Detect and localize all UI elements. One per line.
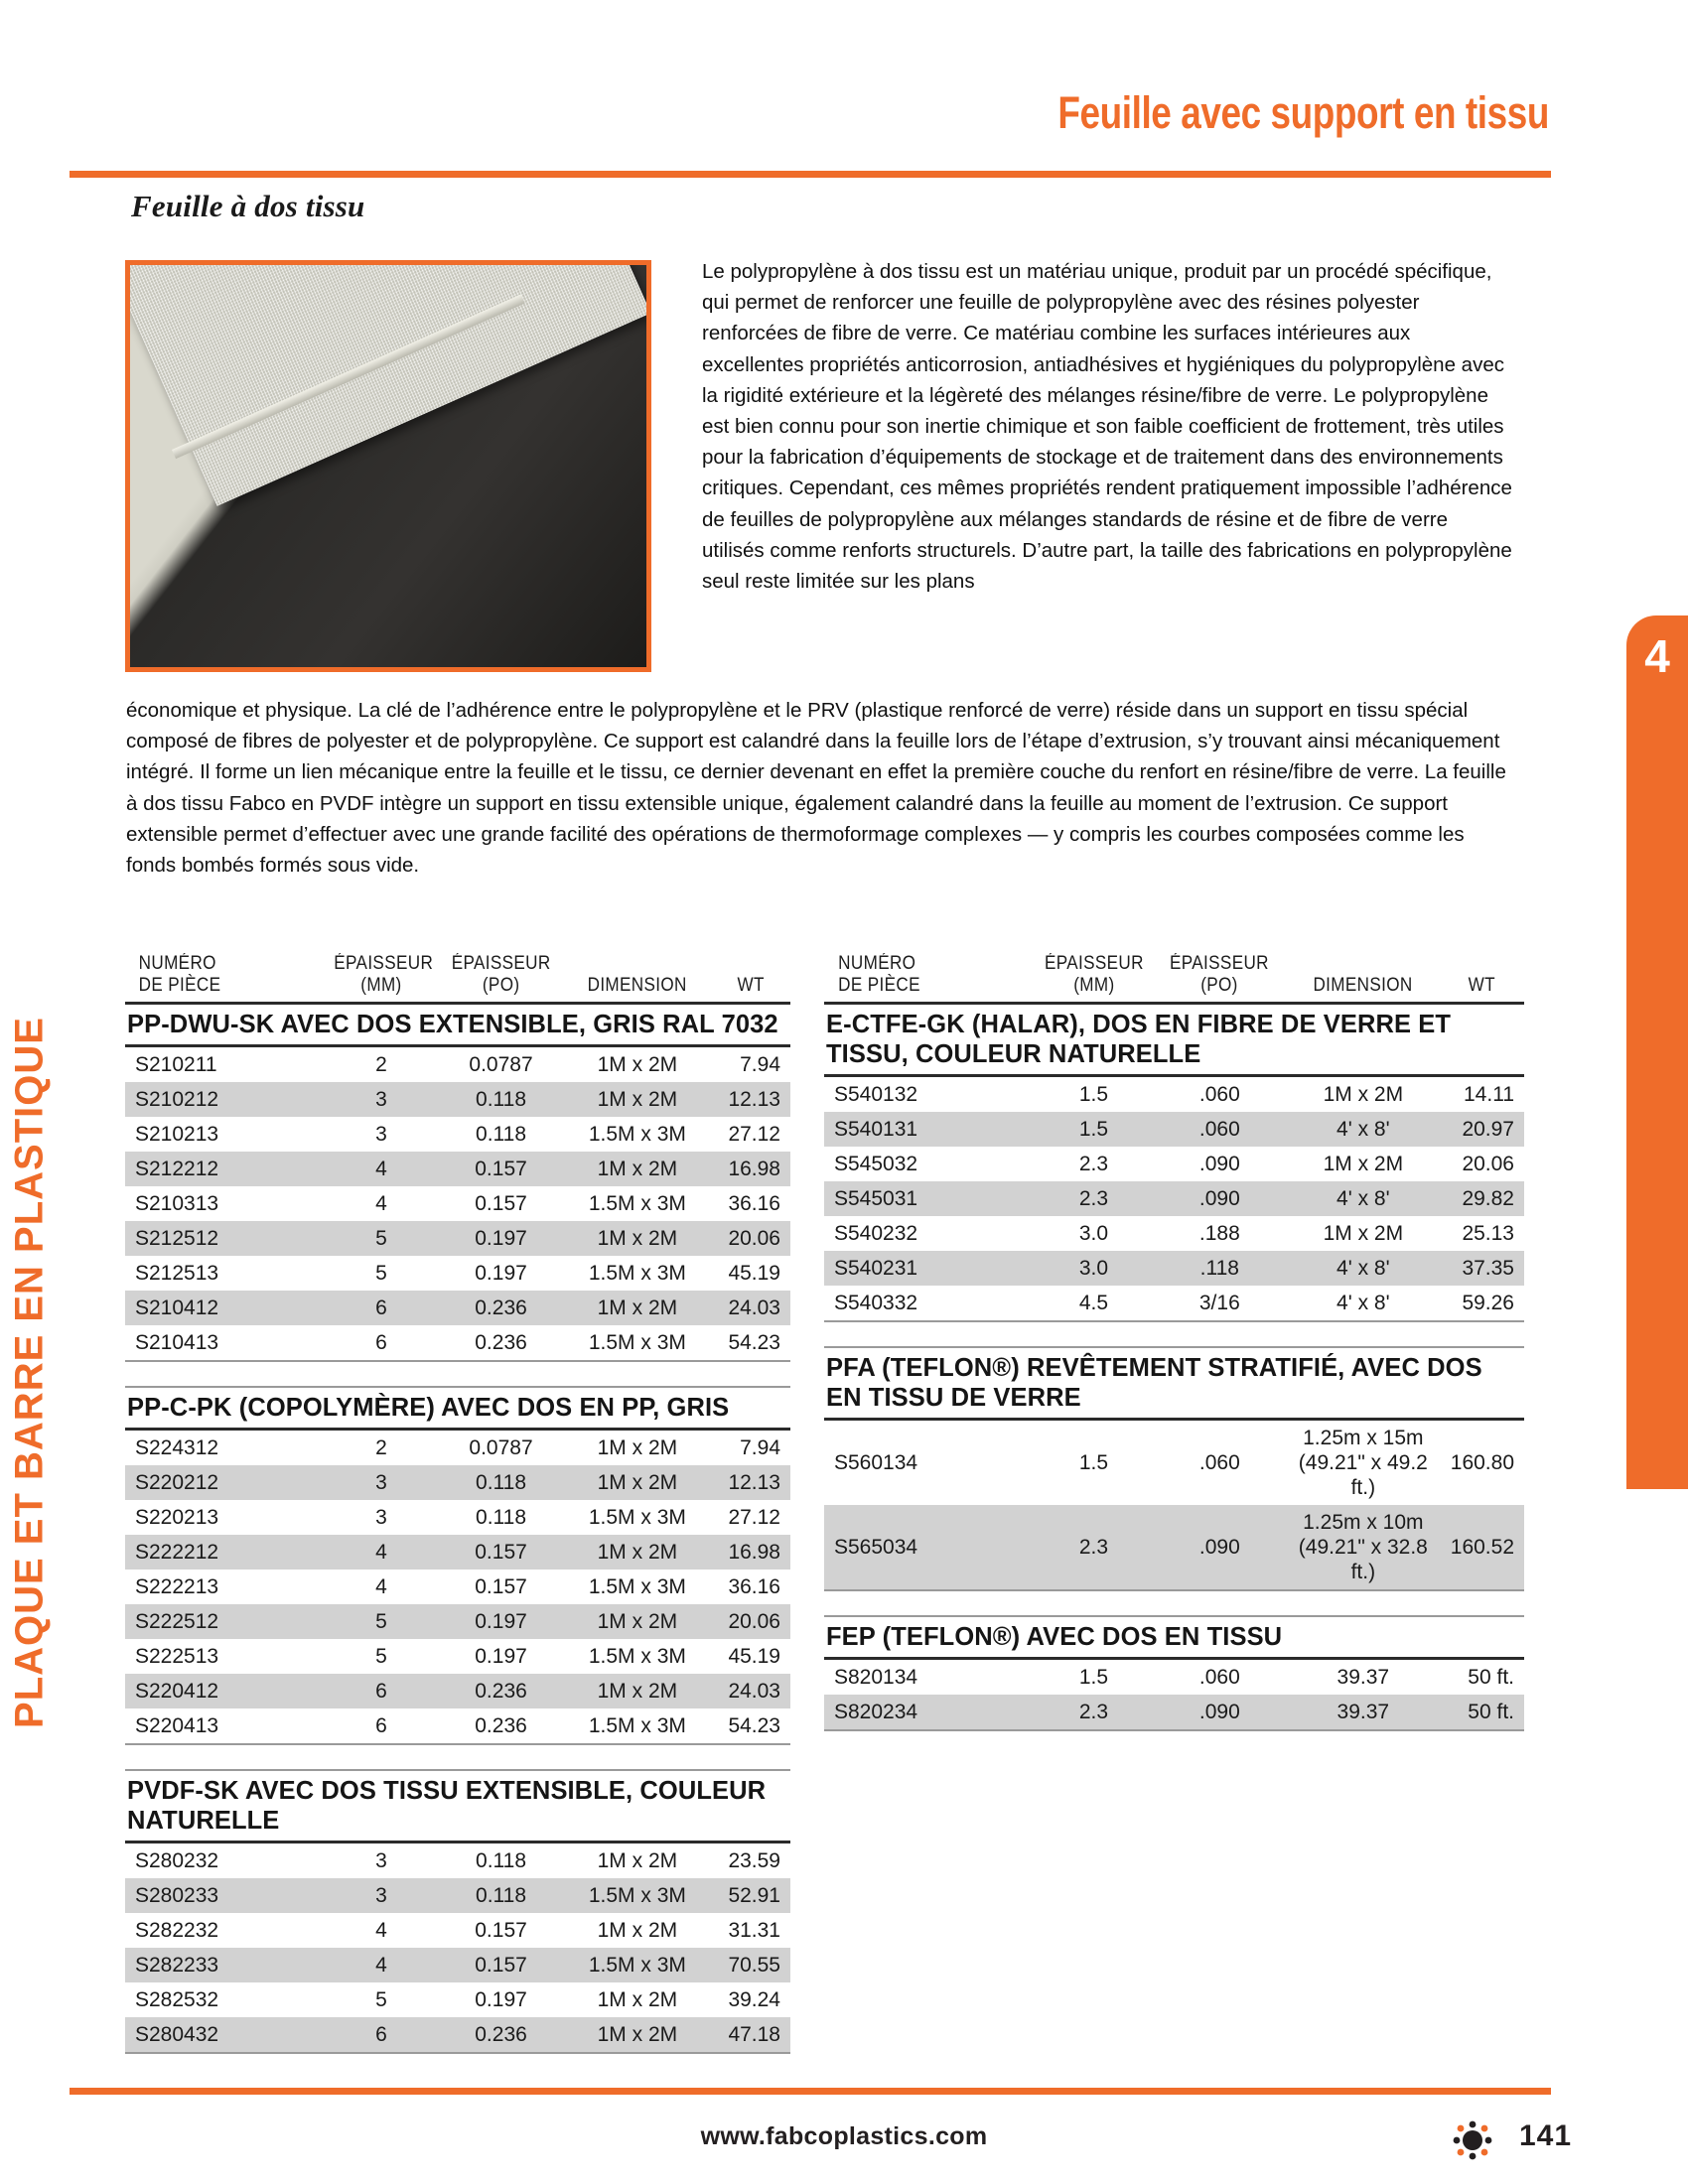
cell-wt: 50 ft. xyxy=(1468,1665,1514,1689)
cell-wt: 23.59 xyxy=(728,1848,780,1872)
section-title-row xyxy=(125,1770,790,1843)
section-title-row xyxy=(125,1003,790,1045)
table-row xyxy=(125,1325,790,1361)
cell-wt: 54.23 xyxy=(711,1325,790,1361)
cell-wt: 45.19 xyxy=(728,1644,780,1668)
section-title: E-CTFE-GK (HALAR), DOS EN FIBRE DE VERRE ET TISSU, COULEUR NATURELLE xyxy=(824,1003,1524,1075)
cell-mm: 6 xyxy=(325,1674,438,1708)
cell-dim: 39.37 xyxy=(1336,1665,1390,1689)
table-row xyxy=(125,1500,790,1535)
table-row xyxy=(125,1570,790,1604)
cell-wt: 14.11 xyxy=(1464,1082,1514,1106)
cell-mm: 1.5 xyxy=(1035,1112,1154,1147)
col-header-dimension: DIMENSION xyxy=(1313,975,1413,996)
cell-mm: 3.0 xyxy=(1035,1251,1154,1286)
cell-mm: 2 xyxy=(375,1052,387,1076)
cell-dim: 1M x 2M xyxy=(564,1465,710,1500)
cell-mm: 1.5 xyxy=(1078,1082,1109,1106)
cell-part: S220213 xyxy=(135,1505,219,1529)
cell-part: S540232 xyxy=(834,1221,918,1245)
cell-wt: 54.23 xyxy=(711,1708,790,1744)
table-row xyxy=(824,1216,1524,1251)
cell-wt: 50 ft. xyxy=(1440,1695,1524,1730)
cell-dim: 1.25m x 15m (49.21" x 49.2 ft.) xyxy=(1298,1426,1428,1499)
cell-wt: 20.06 xyxy=(711,1221,790,1256)
table-header-row xyxy=(125,953,790,999)
table-row xyxy=(125,1948,790,1982)
cell-wt: 24.03 xyxy=(711,1291,790,1325)
cell-part: S820134 xyxy=(834,1665,918,1689)
table-row xyxy=(125,1045,790,1082)
cell-dim: 1M x 2M xyxy=(564,1674,710,1708)
cell-mm: 3 xyxy=(325,1465,438,1500)
cell-po: 0.0787 xyxy=(469,1435,533,1459)
cell-wt: 52.91 xyxy=(711,1878,790,1913)
intro-paragraph: Le polypropylène à dos tissu est un matériau unique, produit par un procédé spécifique, qui permet de renforcer une feuille de polypropylène avec des résines polyester renforcées de fibre de verre. Ce matériau combine les surfaces intérieures aux excellentes propriétés anticorrosion, antiadhésives et hygiéniques du polypropylène avec la rigidité extérieure et la légèreté des mélanges résine/fibre de verre. Le polypropylène est bien connu pour son inertie chimique et son faible coefficient de frottement, très utiles pour la fabrication d’équipements de stockage et de traitement dans des environnements critiques. Cependant, ces mêmes propriétés rendent pratiquement impossible l’adhérence de feuilles de polypropylène aux mélanges standards de résine et de fibre de verre utilisés comme renforts structurels. D’autre part, la taille des fabrications en polypropylène seul reste limitée sur les plans xyxy=(702,260,1512,594)
cell-mm: 1.5 xyxy=(1078,1450,1109,1474)
cell-part: S210213 xyxy=(135,1122,219,1146)
fabco-logo-icon xyxy=(1445,2113,1500,2168)
cell-dim: 1M x 2M xyxy=(597,1987,678,2011)
cell-po: .060 xyxy=(1198,1665,1240,1689)
section-title: PVDF-SK AVEC DOS TISSU EXTENSIBLE, COULEUR NATURELLE xyxy=(125,1770,790,1843)
cell-mm: 4 xyxy=(325,1152,438,1186)
table-row xyxy=(824,1658,1524,1695)
col-header-thickness-po: ÉPAISSEUR (PO) xyxy=(451,953,551,996)
cell-dim: 1M x 2M xyxy=(597,1848,678,1872)
table-header-row xyxy=(824,953,1524,999)
cell-dim: 1M x 2M xyxy=(1323,1152,1404,1175)
cell-mm: 4 xyxy=(375,1574,387,1598)
cell-dim: 1.5M x 3M xyxy=(588,1574,686,1598)
cell-part: S220413 xyxy=(125,1708,325,1744)
cell-mm: 2.3 xyxy=(1035,1181,1154,1216)
section-title: PFA (TEFLON®) REVÊTEMENT STRATIFIÉ, AVEC DOS EN TISSU DE VERRE xyxy=(824,1347,1524,1420)
cell-wt: 36.16 xyxy=(728,1574,780,1598)
cell-mm: 3 xyxy=(325,1878,438,1913)
table-row xyxy=(824,1695,1524,1730)
cell-dim: 39.37 xyxy=(1286,1695,1440,1730)
cell-wt: 31.31 xyxy=(728,1918,780,1942)
cell-part: S540231 xyxy=(824,1251,1035,1286)
spec-table-left-column xyxy=(125,953,790,2054)
header-divider xyxy=(70,171,1551,178)
cell-mm: 2.3 xyxy=(1035,1695,1154,1730)
section-gap xyxy=(824,1321,1524,1347)
table-row xyxy=(125,1082,790,1117)
cell-mm: 3 xyxy=(375,1848,387,1872)
cell-mm: 6 xyxy=(325,1325,438,1361)
page-number: 141 xyxy=(1519,2119,1573,2152)
cell-wt: 37.35 xyxy=(1440,1251,1524,1286)
cell-part: S212512 xyxy=(125,1221,325,1256)
cell-mm: 6 xyxy=(325,1708,438,1744)
cell-wt: 27.12 xyxy=(728,1505,780,1529)
cell-po: 0.118 xyxy=(476,1848,527,1872)
cell-dim: 1M x 2M xyxy=(564,1082,710,1117)
cell-po: 0.118 xyxy=(438,1082,564,1117)
section-gap xyxy=(824,1590,1524,1616)
cell-part: S224312 xyxy=(135,1435,219,1459)
cell-part: S280432 xyxy=(125,2017,325,2053)
col-header-thickness-mm: ÉPAISSEUR (MM) xyxy=(1044,953,1144,996)
table-row xyxy=(824,1419,1524,1505)
table-row xyxy=(125,2017,790,2053)
cell-mm: 1.5 xyxy=(1078,1665,1109,1689)
cell-part: S282232 xyxy=(135,1918,219,1942)
spec-table-left xyxy=(125,953,790,2054)
cell-part: S210412 xyxy=(125,1291,325,1325)
page-header xyxy=(70,89,1549,136)
spec-table-right xyxy=(824,953,1524,1731)
cell-po: .060 xyxy=(1198,1082,1240,1106)
cell-mm: 4 xyxy=(375,1918,387,1942)
cell-wt: 160.52 xyxy=(1440,1505,1524,1590)
cell-po: .060 xyxy=(1198,1450,1240,1474)
cell-wt: 70.55 xyxy=(711,1948,790,1982)
cell-po: .090 xyxy=(1153,1695,1286,1730)
chapter-label-wrap xyxy=(0,615,62,1728)
table-row xyxy=(125,1878,790,1913)
table-row xyxy=(125,1256,790,1291)
cell-po: 0.197 xyxy=(475,1261,527,1285)
cell-po: .090 xyxy=(1198,1152,1240,1175)
col-header-part: NUMÉRO DE PIÈCE xyxy=(838,953,920,996)
cell-wt: 20.97 xyxy=(1440,1112,1524,1147)
col-header-dimension: DIMENSION xyxy=(587,975,687,996)
cell-part: S212513 xyxy=(135,1261,219,1285)
cell-wt: 16.98 xyxy=(711,1152,790,1186)
cell-part: S280232 xyxy=(135,1848,219,1872)
cell-po: 0.197 xyxy=(438,1604,564,1639)
cell-part: S212212 xyxy=(125,1152,325,1186)
cell-dim: 1M x 2M xyxy=(597,1052,678,1076)
cell-po: 0.118 xyxy=(438,1878,564,1913)
table-row xyxy=(125,1221,790,1256)
cell-wt: 39.24 xyxy=(728,1987,780,2011)
chapter-side-tab xyxy=(1626,615,1688,1489)
cell-wt: 7.94 xyxy=(740,1052,780,1076)
col-header-part: NUMÉRO DE PIÈCE xyxy=(138,953,221,996)
cell-wt: 20.06 xyxy=(1462,1152,1514,1175)
cell-part: S540132 xyxy=(834,1082,918,1106)
cell-po: .090 xyxy=(1153,1505,1286,1590)
cell-dim: 1M x 2M xyxy=(564,1535,710,1570)
cell-po: 3/16 xyxy=(1153,1286,1286,1321)
cell-wt: 29.82 xyxy=(1440,1181,1524,1216)
cell-part: S222213 xyxy=(135,1574,219,1598)
table-row xyxy=(824,1075,1524,1112)
cell-po: .090 xyxy=(1153,1181,1286,1216)
cell-po: 0.157 xyxy=(438,1535,564,1570)
cell-mm: 3 xyxy=(375,1505,387,1529)
cell-mm: 4.5 xyxy=(1035,1286,1154,1321)
cell-dim: 1.5M x 3M xyxy=(588,1505,686,1529)
section-title-row xyxy=(125,1387,790,1430)
cell-wt: 59.26 xyxy=(1440,1286,1524,1321)
cell-po: 0.118 xyxy=(476,1122,527,1146)
cell-part: S280233 xyxy=(125,1878,325,1913)
cell-dim: 1.25m x 10m (49.21" x 32.8 ft.) xyxy=(1286,1505,1440,1590)
cell-part: S545031 xyxy=(824,1181,1035,1216)
photo-sheet-layer xyxy=(125,260,650,505)
cell-part: S565034 xyxy=(824,1505,1035,1590)
cell-dim: 1.5M x 3M xyxy=(588,1261,686,1285)
cell-wt: 12.13 xyxy=(711,1465,790,1500)
cell-part: S222212 xyxy=(125,1535,325,1570)
cell-dim: 4' x 8' xyxy=(1286,1181,1440,1216)
product-photo xyxy=(125,260,651,672)
cell-part: S282532 xyxy=(135,1987,219,2011)
cell-part: S210211 xyxy=(135,1052,217,1076)
cell-part: S220412 xyxy=(125,1674,325,1708)
cell-mm: 5 xyxy=(325,1221,438,1256)
cell-dim: 1M x 2M xyxy=(1323,1082,1404,1106)
cell-dim: 1.5M x 3M xyxy=(588,1644,686,1668)
cell-mm: 3.0 xyxy=(1078,1221,1109,1245)
table-row xyxy=(824,1505,1524,1590)
col-header-thickness-mm: ÉPAISSEUR (MM) xyxy=(334,953,434,996)
cell-part: S220212 xyxy=(125,1465,325,1500)
cell-po: 0.197 xyxy=(438,1221,564,1256)
cell-wt: 47.18 xyxy=(711,2017,790,2053)
cell-part: S222512 xyxy=(125,1604,325,1639)
spec-table-left-body xyxy=(125,1003,790,2053)
cell-po: 0.118 xyxy=(438,1465,564,1500)
cell-po: .118 xyxy=(1153,1251,1286,1286)
table-row xyxy=(125,1982,790,2017)
cell-dim: 4' x 8' xyxy=(1286,1251,1440,1286)
table-row xyxy=(824,1147,1524,1181)
cell-part: S540131 xyxy=(824,1112,1035,1147)
cell-dim: 1M x 2M xyxy=(564,2017,710,2053)
cell-part: S222513 xyxy=(135,1644,219,1668)
cell-mm: 2 xyxy=(375,1435,387,1459)
chapter-number: 4 xyxy=(1644,630,1670,682)
spec-table-right-column xyxy=(824,953,1524,1731)
cell-wt: 7.94 xyxy=(740,1435,780,1459)
col-header-weight: WT xyxy=(1469,975,1496,996)
page-title: Feuille avec support en tissu xyxy=(1057,87,1549,138)
section-subtitle: Feuille à dos tissu xyxy=(131,189,365,223)
section-title-row xyxy=(824,1003,1524,1075)
cell-wt: 24.03 xyxy=(711,1674,790,1708)
section-title: PP-C-PK (COPOLYMÈRE) AVEC DOS EN PP, GRIS xyxy=(125,1387,790,1430)
table-row xyxy=(125,1465,790,1500)
cell-po: 0.157 xyxy=(475,1918,527,1942)
table-row xyxy=(824,1251,1524,1286)
table-row xyxy=(125,1291,790,1325)
cell-mm: 6 xyxy=(325,1291,438,1325)
cell-dim: 1.5M x 3M xyxy=(588,1122,686,1146)
cell-wt: 12.13 xyxy=(711,1082,790,1117)
cell-part: S540332 xyxy=(824,1286,1035,1321)
section-title: FEP (TEFLON®) AVEC DOS EN TISSU xyxy=(824,1616,1524,1659)
cell-po: 0.236 xyxy=(438,1674,564,1708)
cell-mm: 5 xyxy=(375,1987,387,2011)
table-row xyxy=(125,1604,790,1639)
cell-dim: 1.5M x 3M xyxy=(564,1878,710,1913)
cell-mm: 4 xyxy=(325,1535,438,1570)
cell-dim: 4' x 8' xyxy=(1286,1112,1440,1147)
cell-dim: 1M x 2M xyxy=(597,1435,678,1459)
footer-website[interactable]: www.fabcoplastics.com xyxy=(700,2122,988,2150)
cell-po: 0.236 xyxy=(438,1325,564,1361)
cell-part: S210313 xyxy=(135,1191,219,1215)
cell-dim: 1.5M x 3M xyxy=(564,1325,710,1361)
cell-dim: 1.5M x 3M xyxy=(564,1948,710,1982)
cell-dim: 1M x 2M xyxy=(564,1291,710,1325)
cell-mm: 4 xyxy=(325,1948,438,1982)
cell-po: 0.236 xyxy=(438,1708,564,1744)
cell-po: 0.0787 xyxy=(469,1052,533,1076)
cell-dim: 1M x 2M xyxy=(564,1604,710,1639)
cell-part: S820234 xyxy=(824,1695,1035,1730)
cell-wt: 20.06 xyxy=(711,1604,790,1639)
cell-wt: 27.12 xyxy=(728,1122,780,1146)
cell-mm: 6 xyxy=(325,2017,438,2053)
cell-mm: 5 xyxy=(375,1644,387,1668)
cell-dim: 1M x 2M xyxy=(564,1152,710,1186)
cell-dim: 1M x 2M xyxy=(597,1918,678,1942)
table-row xyxy=(125,1674,790,1708)
cell-wt: 16.98 xyxy=(711,1535,790,1570)
cell-dim: 1.5M x 3M xyxy=(564,1708,710,1744)
cell-po: 0.157 xyxy=(475,1574,527,1598)
section-title: PP-DWU-SK AVEC DOS EXTENSIBLE, GRIS RAL 7032 xyxy=(125,1003,790,1045)
table-row xyxy=(824,1181,1524,1216)
cell-wt: 36.16 xyxy=(728,1191,780,1215)
table-row xyxy=(125,1152,790,1186)
cell-po: 0.197 xyxy=(475,1644,527,1668)
section-title-row xyxy=(824,1347,1524,1420)
table-row xyxy=(824,1112,1524,1147)
cell-po: .188 xyxy=(1198,1221,1240,1245)
cell-mm: 5 xyxy=(375,1261,387,1285)
cell-mm: 4 xyxy=(375,1191,387,1215)
cell-mm: 2.3 xyxy=(1035,1505,1154,1590)
cell-part: S560134 xyxy=(834,1450,918,1474)
cell-po: 0.197 xyxy=(475,1987,527,2011)
cell-mm: 5 xyxy=(325,1604,438,1639)
table-row xyxy=(125,1186,790,1221)
chapter-label: PLAQUE ET BARRE EN PLASTIQUE xyxy=(7,1017,52,1728)
body-paragraph: économique et physique. La clé de l’adhérence entre le polypropylène et le PRV (plastique renforcé de verre) réside dans un support en tissu spécial composé de fibres de polyester et de polypropylène. Ce support est calandré dans la feuille lors de l’étape d’extrusion, s’y trouvant ainsi mécaniquement intégré. Il forme un lien mécanique entre la feuille et le tissu, ce dernier devenant en effet la première couche du renfort en résine/fibre de verre. La feuille à dos tissu Fabco en PVDF intègre un support en tissu extensible unique, également calandré dans la feuille au moment de l’extrusion. Ce support extensible permet d’effectuer avec une grande facilité des opérations de thermoformage complexes — y compris les courbes composées comme les fonds bombés formés sous vide. xyxy=(126,699,1506,878)
cell-po: 0.118 xyxy=(476,1505,527,1529)
cell-wt: 45.19 xyxy=(728,1261,780,1285)
cell-dim: 1M x 2M xyxy=(564,1221,710,1256)
table-row xyxy=(125,1708,790,1744)
table-row xyxy=(125,1429,790,1465)
section-gap xyxy=(125,1744,790,1770)
cell-part: S545032 xyxy=(834,1152,918,1175)
table-row xyxy=(824,1286,1524,1321)
cell-dim: 4' x 8' xyxy=(1286,1286,1440,1321)
cell-part: S210413 xyxy=(125,1325,325,1361)
cell-dim: 1.5M x 3M xyxy=(588,1191,686,1215)
cell-dim: 1M x 2M xyxy=(1323,1221,1404,1245)
cell-po: 0.157 xyxy=(438,1948,564,1982)
section-gap xyxy=(125,1361,790,1387)
col-header-thickness-po: ÉPAISSEUR (PO) xyxy=(1170,953,1270,996)
table-row xyxy=(125,1913,790,1948)
cell-po: 0.157 xyxy=(475,1191,527,1215)
cell-wt: 160.80 xyxy=(1450,1450,1514,1474)
cell-po: .060 xyxy=(1153,1112,1286,1147)
spec-table-right-body xyxy=(824,1003,1524,1730)
cell-wt: 25.13 xyxy=(1462,1221,1514,1245)
table-row xyxy=(125,1639,790,1674)
cell-po: 0.236 xyxy=(438,1291,564,1325)
table-row xyxy=(125,1535,790,1570)
cell-part: S210212 xyxy=(125,1082,325,1117)
table-row xyxy=(125,1117,790,1152)
cell-po: 0.157 xyxy=(438,1152,564,1186)
footer-divider xyxy=(70,2088,1551,2095)
table-row xyxy=(125,1842,790,1878)
cell-part: S282233 xyxy=(125,1948,325,1982)
cell-mm: 3 xyxy=(375,1122,387,1146)
cell-mm: 3 xyxy=(325,1082,438,1117)
col-header-weight: WT xyxy=(737,975,765,996)
cell-mm: 2.3 xyxy=(1078,1152,1109,1175)
section-title-row xyxy=(824,1616,1524,1659)
cell-po: 0.236 xyxy=(438,2017,564,2053)
